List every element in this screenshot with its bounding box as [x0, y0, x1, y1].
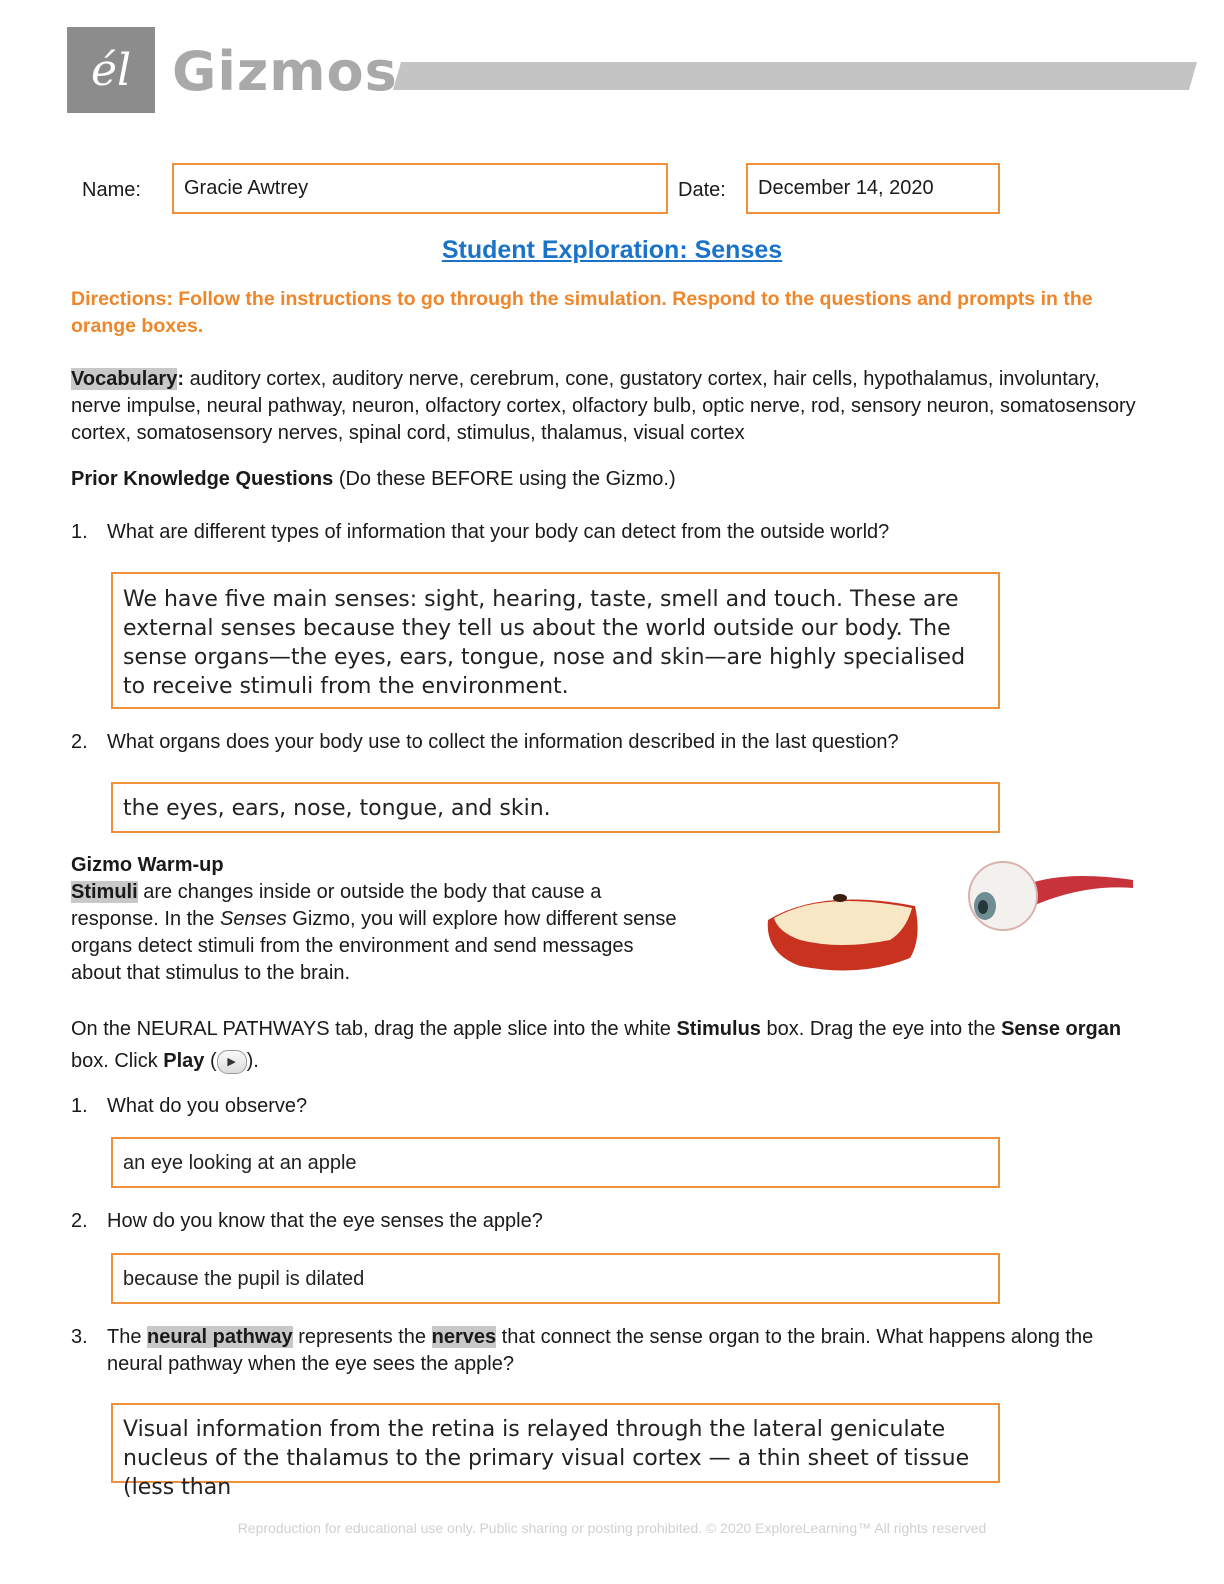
q3-text-b: represents the: [292, 1326, 432, 1348]
sense-organ-term: Sense organ: [1001, 1018, 1122, 1040]
warmup-q1-text: What do you observe?: [107, 1095, 308, 1117]
nerves-term: nerves: [431, 1326, 497, 1348]
date-value: December 14, 2020: [758, 177, 934, 199]
warmup-answer-3[interactable]: Visual information from the retina is relayed through the lateral geniculate nucleus of the thalamus to the primary visual cortex — a thin sheet of tissue (less than: [111, 1403, 1000, 1483]
vocabulary-label: Vocabulary: [71, 368, 178, 390]
warmup-instructions: [71, 1013, 1151, 1077]
prior-q2-number: 2.: [71, 731, 88, 753]
warmup-text-a: are changes inside or outside the body that cause a response. In the: [71, 881, 602, 930]
prior-knowledge-heading: [71, 466, 1151, 493]
prior-note: (Do these BEFORE using the Gizmo.): [333, 468, 676, 490]
warmup-text-b: Gizmo, you will explore how different sense organs detect stimuli from the environment and send messages about that stimulus to the brain.: [71, 908, 677, 984]
logo-glyph: él: [90, 44, 132, 96]
play-icon: ▶: [217, 1050, 247, 1074]
prior-answer-2[interactable]: the eyes, ears, nose, tongue, and skin.: [111, 782, 1000, 833]
brand-name: Gizmos: [172, 40, 398, 103]
prior-answer-1[interactable]: We have five main senses: sight, hearing, taste, smell and touch. These are external senses because they tell us about the world outside our body. The sense organs—the eyes, ears, tongue, nose and skin—are highly specialised to receive stimuli from the environment.: [111, 572, 1000, 709]
senses-gizmo-name: Senses: [219, 908, 287, 930]
vocabulary-colon: :: [177, 368, 185, 390]
instr-text-e: ).: [246, 1050, 259, 1072]
prior-q2-text: What organs does your body use to collect the information described in the last question?: [107, 731, 899, 753]
warmup-q1-number: 1.: [71, 1095, 88, 1117]
warmup-answer-1[interactable]: an eye looking at an apple: [111, 1137, 1000, 1188]
date-label: Date:: [678, 179, 726, 201]
prior-heading-text: Prior Knowledge Questions: [71, 468, 334, 490]
instr-text-c: box. Click: [71, 1050, 164, 1072]
q3-text-c: that connect the sense organ to the brain. What happens along the neural pathway when the eye sees the apple?: [107, 1326, 1094, 1375]
name-value: Gracie Awtrey: [184, 177, 309, 199]
neural-pathway-term: neural pathway: [147, 1326, 293, 1348]
apple-slice-image: [760, 878, 930, 978]
page-title: Student Exploration: Senses: [441, 236, 783, 264]
warmup-answer-2[interactable]: because the pupil is dilated: [111, 1253, 1000, 1304]
prior-q1-text: What are different types of information that your body can detect from the outside world?: [107, 521, 890, 543]
name-label: Name:: [82, 179, 141, 201]
stimulus-term: Stimulus: [676, 1018, 761, 1040]
eye-image: [965, 850, 1135, 940]
directions: Directions: Follow the instructions to go through the simulation. Respond to the questions and prompts in the orange boxes.: [71, 288, 1093, 337]
warmup-q3-number: 3.: [71, 1326, 88, 1348]
copyright-footer: Reproduction for educational use only. Public sharing or posting prohibited. © 2020 ExploreLearning™ All rights reserved: [237, 1520, 987, 1536]
header-bar: [393, 62, 1197, 90]
warmup-q2-text: How do you know that the eye senses the apple?: [107, 1210, 543, 1232]
instr-text-a: On the NEURAL PATHWAYS tab, drag the apple slice into the white: [71, 1018, 677, 1040]
date-field[interactable]: [746, 163, 1000, 214]
play-term: Play: [163, 1050, 205, 1072]
warmup-heading: Gizmo Warm-up: [71, 854, 224, 876]
vocabulary-paragraph: [71, 366, 1151, 447]
stimuli-term: Stimuli: [71, 881, 138, 903]
instr-text-d: (: [204, 1050, 217, 1072]
warmup-q3-text: [107, 1324, 1107, 1378]
q3-text-a: The: [107, 1326, 148, 1348]
warmup-paragraph: [71, 879, 681, 987]
warmup-q2-number: 2.: [71, 1210, 88, 1232]
explorelearning-logo: [67, 27, 155, 113]
prior-q1-number: 1.: [71, 521, 88, 543]
name-field[interactable]: [172, 163, 668, 214]
instr-text-b: box. Drag the eye into the: [760, 1018, 1002, 1040]
vocabulary-list: auditory cortex, auditory nerve, cerebrum, cone, gustatory cortex, hair cells, hypothalamus, involuntary, nerve impulse, neural pathway, neuron, olfactory cortex, olfactory bulb, optic nerve, rod, sensory neuron, somatosensory cortex, somatosensory nerves, spinal cord, stimulus, thalamus, visual cortex: [71, 368, 1136, 444]
